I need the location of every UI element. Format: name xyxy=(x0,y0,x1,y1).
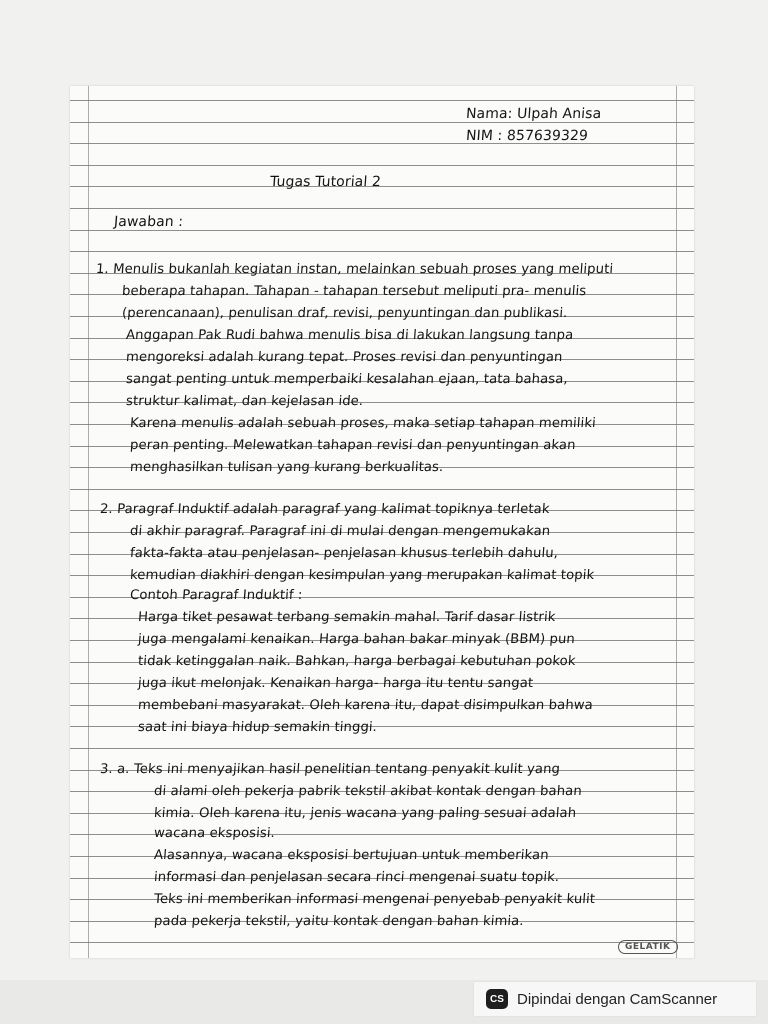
answer-line: membebani masyarakat. Oleh karena itu, dapat disimpulkan bahwa xyxy=(137,698,594,713)
answer-label: Jawaban : xyxy=(113,214,184,230)
ruled-line xyxy=(70,942,694,943)
notebook-brand-stamp: GELATIK xyxy=(618,940,678,954)
answer-line: saat ini biaya hidup semakin tinggi. xyxy=(137,720,378,735)
lined-paper xyxy=(70,86,694,958)
ruled-line xyxy=(70,208,694,209)
left-margin-line xyxy=(88,86,89,958)
answer-line: tidak ketinggalan naik. Bahkan, harga berbagai kebutuhan pokok xyxy=(137,654,577,669)
answer-line: (perencanaan), penulisan draf, revisi, penyuntingan dan publikasi. xyxy=(121,306,568,321)
answer-line: Contoh Paragraf Induktif : xyxy=(129,588,303,603)
answer-line: 2. Paragraf Induktif adalah paragraf yang kalimat topiknya terletak xyxy=(99,502,551,517)
ruled-line xyxy=(70,165,694,166)
answer-line: peran penting. Melewatkan tahapan revisi dan penyuntingan akan xyxy=(129,438,577,453)
camscanner-label: Dipindai dengan CamScanner xyxy=(517,990,718,1008)
assignment-title: Tugas Tutorial 2 xyxy=(269,174,382,190)
answer-line: juga ikut melonjak. Kenaikan harga- harga itu tentu sangat xyxy=(137,676,534,691)
ruled-line xyxy=(70,143,694,144)
answer-line: di alami oleh pekerja pabrik tekstil akibat kontak dengan bahan xyxy=(153,784,583,799)
right-margin-line xyxy=(676,86,677,958)
student-nim: NIM : 857639329 xyxy=(465,128,589,144)
answer-line: 1. Menulis bukanlah kegiatan instan, melainkan sebuah proses yang meliputi xyxy=(95,262,614,277)
answer-line: mengoreksi adalah kurang tepat. Proses revisi dan penyuntingan xyxy=(125,350,564,365)
ruled-line xyxy=(70,489,694,490)
ruled-line xyxy=(70,748,694,749)
answer-line: Anggapan Pak Rudi bahwa menulis bisa di lakukan langsung tanpa xyxy=(125,328,574,343)
answer-line: informasi dan penjelasan secara rinci mengenai suatu topik. xyxy=(153,870,560,885)
answer-line: wacana eksposisi. xyxy=(153,826,276,841)
answer-line: Teks ini memberikan informasi mengenai penyebab penyakit kulit xyxy=(153,892,596,907)
camscanner-logo-icon: CS xyxy=(486,989,508,1009)
answer-line: fakta-fakta atau penjelasan- penjelasan khusus terlebih dahulu, xyxy=(129,546,559,561)
answer-line: pada pekerja tekstil, yaitu kontak dengan bahan kimia. xyxy=(153,914,525,929)
ruled-line xyxy=(70,100,694,101)
ruled-line xyxy=(70,122,694,123)
student-name: Nama: Ulpah Anisa xyxy=(465,106,602,122)
answer-line: kemudian diakhiri dengan kesimpulan yang merupakan kalimat topik xyxy=(129,568,595,583)
answer-line: kimia. Oleh karena itu, jenis wacana yang paling sesuai adalah xyxy=(153,806,577,821)
ruled-line xyxy=(70,251,694,252)
answer-line: 3. a. Teks ini menyajikan hasil penelitian tentang penyakit kulit yang xyxy=(99,762,561,777)
answer-line: sangat penting untuk memperbaiki kesalahan ejaan, tata bahasa, xyxy=(125,372,569,387)
answer-line: menghasilkan tulisan yang kurang berkualitas. xyxy=(129,460,444,475)
camscanner-footer xyxy=(474,982,756,1016)
answer-line: Harga tiket pesawat terbang semakin mahal. Tarif dasar listrik xyxy=(137,610,556,625)
answer-line: struktur kalimat, dan kejelasan ide. xyxy=(125,394,364,409)
ruled-line xyxy=(70,230,694,231)
ruled-line xyxy=(70,186,694,187)
answer-line: di akhir paragraf. Paragraf ini di mulai dengan mengemukakan xyxy=(129,524,551,539)
answer-line: beberapa tahapan. Tahapan - tahapan tersebut meliputi pra- menulis xyxy=(121,284,587,299)
answer-line: Karena menulis adalah sebuah proses, maka setiap tahapan memiliki xyxy=(129,416,597,431)
answer-line: juga mengalami kenaikan. Harga bahan bakar minyak (BBM) pun xyxy=(137,632,576,647)
answer-line: Alasannya, wacana eksposisi bertujuan untuk memberikan xyxy=(153,848,550,863)
